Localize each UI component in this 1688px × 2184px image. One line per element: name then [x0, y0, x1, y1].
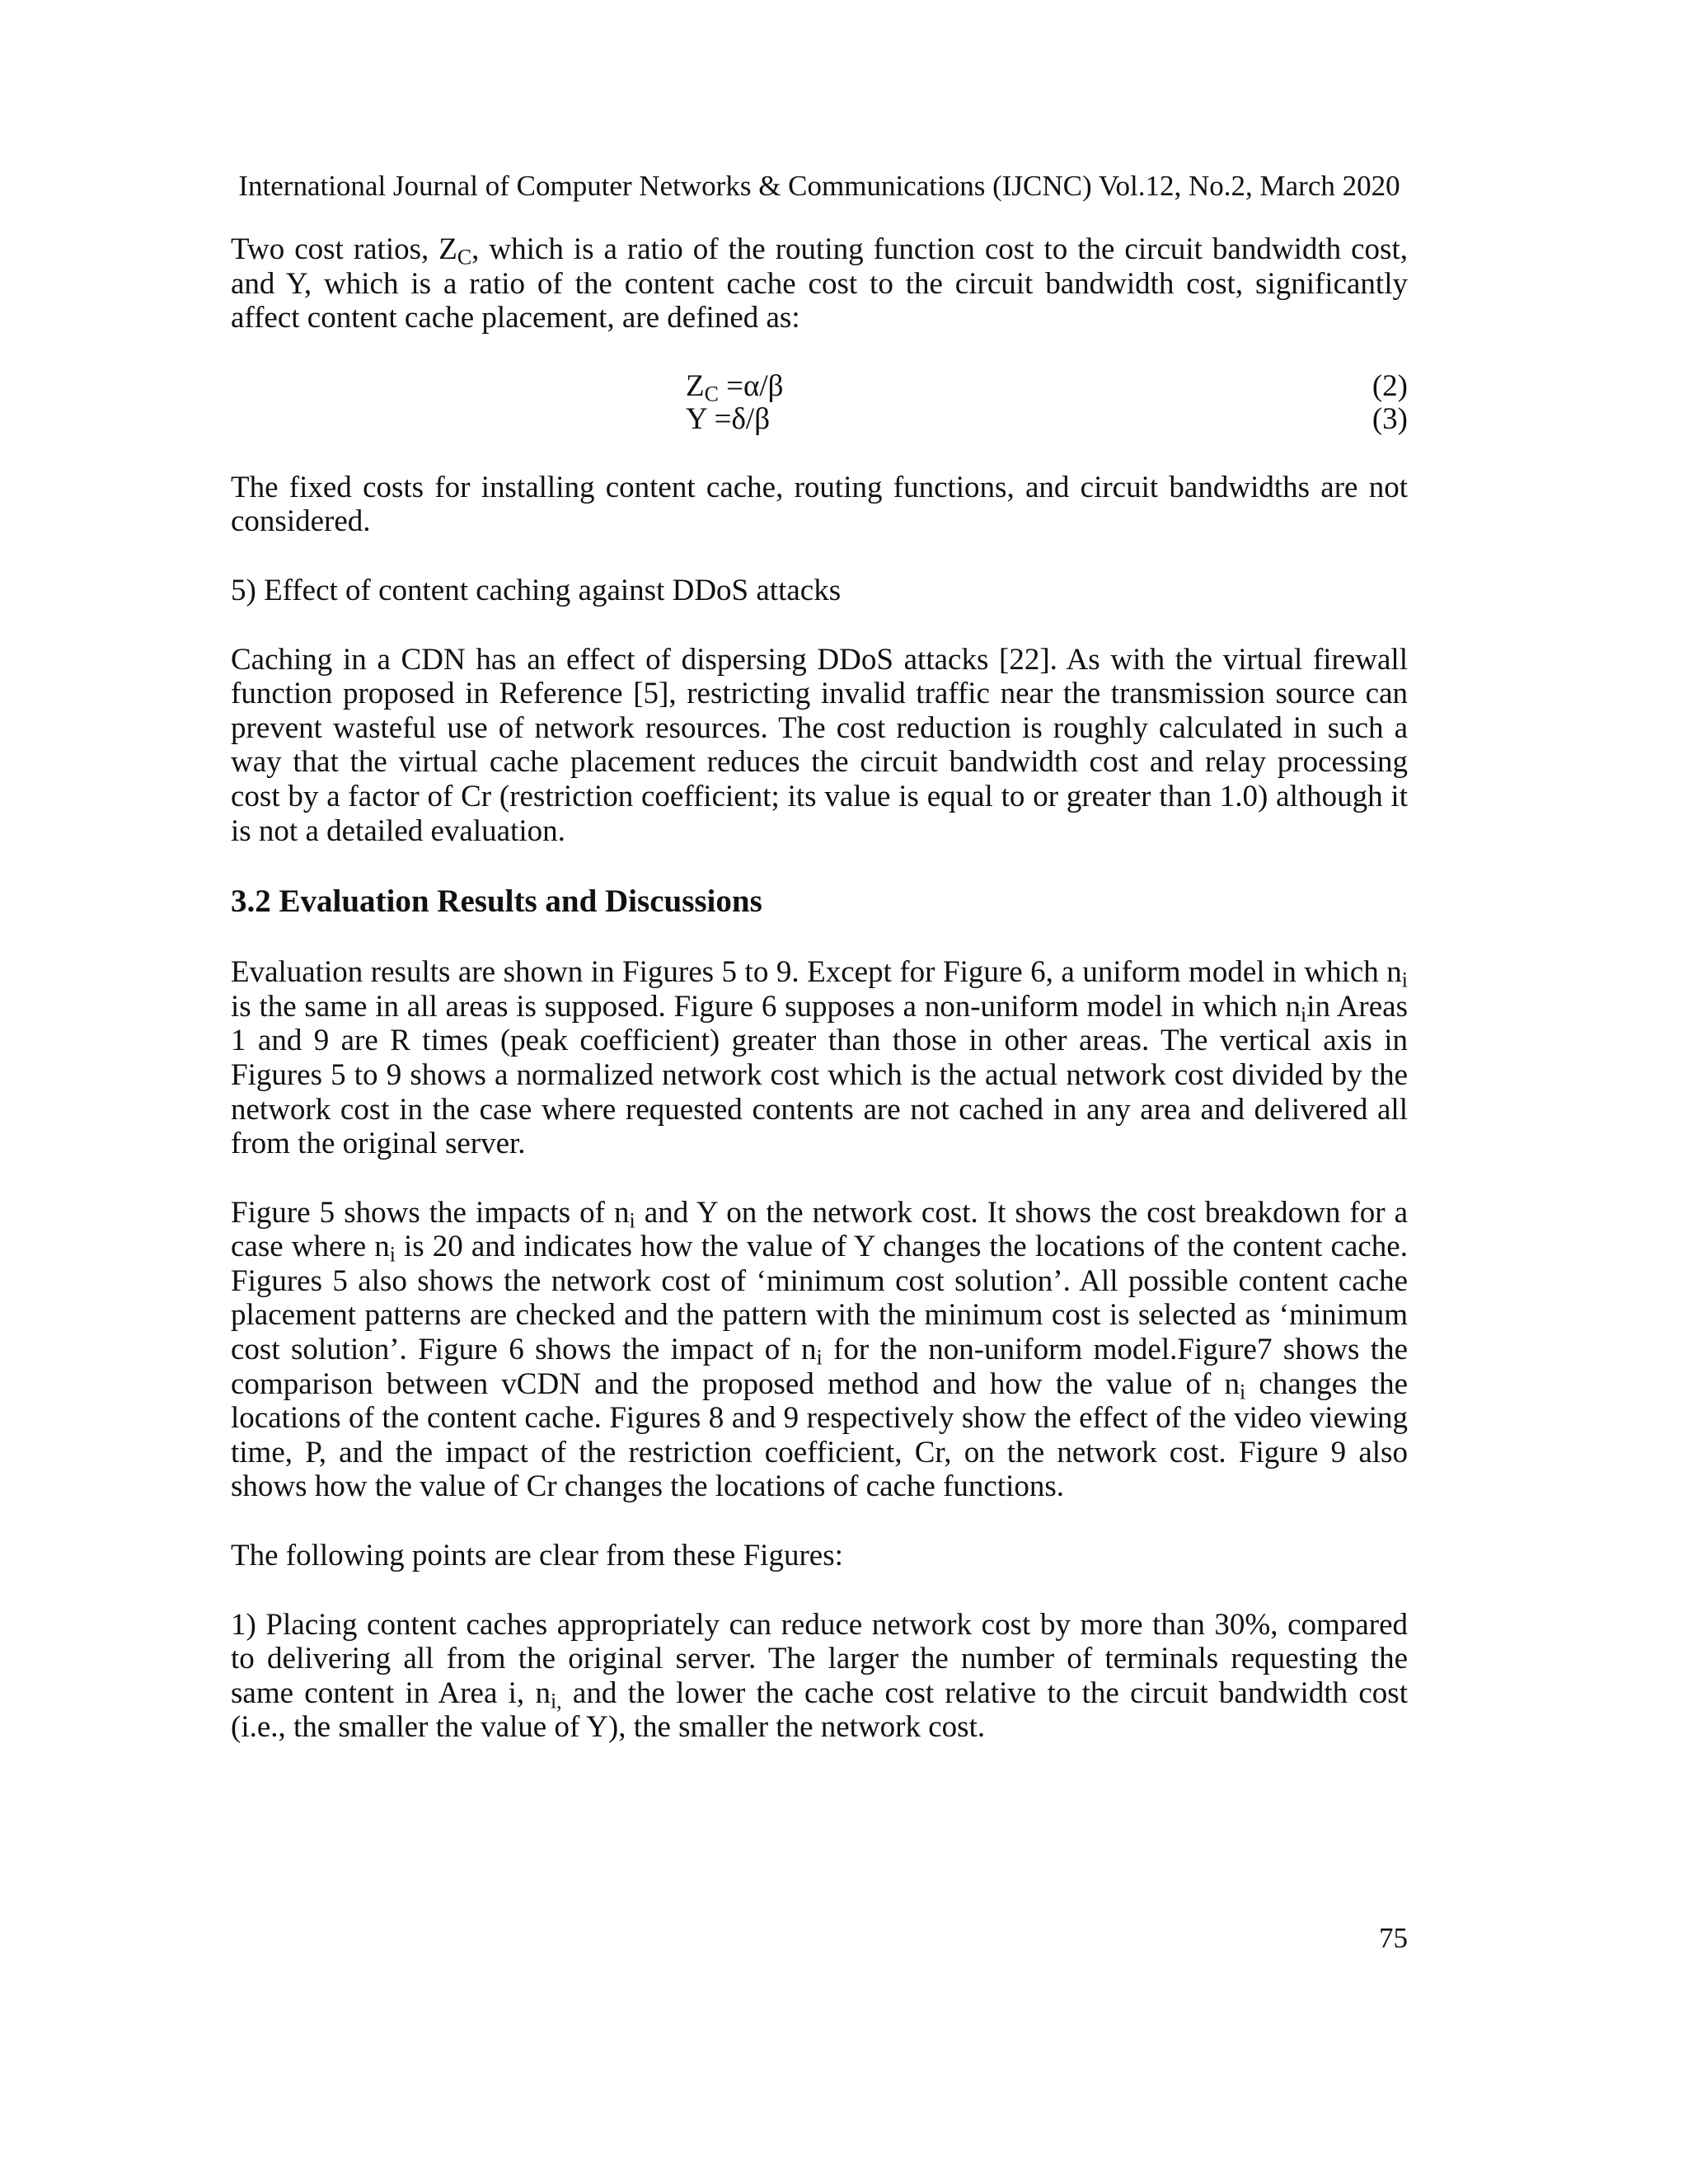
paragraph-cost-ratios — [231, 232, 1408, 335]
section-title: 3.2 Evaluation Results and Discussions — [231, 883, 762, 920]
equation-rhs: =δ/β — [706, 401, 771, 436]
text-run: Two cost ratios, Z — [231, 232, 457, 266]
paragraph-ddos: Caching in a CDN has an effect of dispersing DDoS attacks [22]. As with the virtual firewall function proposed in Reference [5], restricting invalid traffic near the transmission source can prevent wasteful use of network resources. The cost reduction is roughly calculated in such a way that the virtual cache placement reduces the circuit bandwidth cost and relay processing cost by a factor of Cr (restriction coefficient; its value is equal to or greater than 1.0) although it is not a detailed evaluation. — [231, 642, 1408, 848]
equation-block — [231, 370, 1408, 436]
body-text — [231, 232, 1408, 1779]
text-run: in Areas 1 and 9 are R times (peak coefficient) greater than those in other areas. The vertical axis in Figures 5 to 9 shows a normalized network cost which is the actual network cost divided by the network cost in the case where requested contents are not cached in any area and delivered all from the original server. — [231, 989, 1408, 1161]
text-run: changes the locations of the content cache. Figures 8 and 9 respectively show the effect of the video viewing time, P, and the impact of the restriction coefficient, Cr, on the network cost. Figure 9 also shows how the value of Cr changes the locations of cache functions. — [231, 1366, 1408, 1504]
equation-lhs: Y — [686, 401, 707, 436]
equation — [686, 368, 784, 406]
subscript: i — [1401, 968, 1408, 992]
equation-row — [231, 368, 1408, 406]
equation-lhs: Z — [686, 368, 705, 403]
paragraph-point-1 — [231, 1608, 1408, 1745]
text-run: , which is a ratio of the routing function cost to the circuit bandwidth cost, and Y, which is a ratio of the content cache cost to the circuit bandwidth cost, significantly affect content cache placement, are defined as: — [231, 232, 1408, 335]
paragraph-fixed-costs: The fixed costs for installing content cache, routing functions, and circuit bandwidths are not considered. — [231, 470, 1408, 539]
running-head: International Journal of Computer Networks & Communications (IJCNC) Vol.12, No.2, March 2020 — [238, 170, 1400, 202]
page-number: 75 — [1379, 1922, 1408, 1954]
text-run: for the non-uniform model.Figure7 shows the comparison between vCDN and the proposed method and how the value of n — [231, 1333, 1408, 1401]
subscript: i, — [550, 1689, 562, 1713]
paragraph-figure-descriptions — [231, 1196, 1408, 1504]
subscript: C — [704, 382, 719, 406]
text-run: and Y on the network cost. It shows the cost breakdown for a case where n — [231, 1195, 1408, 1264]
subscript: i — [1301, 1002, 1307, 1027]
subscript: i — [389, 1242, 396, 1267]
text-run: is 20 and indicates how the value of Y changes the locations of the content cache. Figures 5 also shows the network cost of ‘minimum cost solution’. All possible content cache placement patterns are checked and the pattern with the minimum cost is selected as ‘minimum cost solution’. Figure 6 shows the impact of n — [231, 1230, 1408, 1367]
subscript: i — [816, 1345, 823, 1370]
text-run: Evaluation results are shown in Figures 5 to 9. Except for Figure 6, a uniform model in which n — [231, 955, 1402, 990]
equation-rhs: =α/β — [718, 368, 784, 403]
subscript: i — [629, 1208, 635, 1233]
list-item-heading: 5) Effect of content caching against DDoS attacks — [231, 573, 842, 607]
text-run: and the lower the cache cost relative to the circuit bandwidth cost (i.e., the smaller the value of Y), the smaller the network cost. — [231, 1675, 1408, 1745]
equation — [686, 403, 770, 436]
subscript: i — [1240, 1380, 1246, 1404]
equation-row — [231, 403, 1408, 436]
text-run: 1) Placing content caches appropriately can reduce network cost by more than 30%, compared to delivering all from the original server. The larger the number of terminals requesting the same content in Area i, n — [231, 1607, 1408, 1710]
text-run: Figure 5 shows the impacts of n — [231, 1195, 630, 1230]
equation-number: (3) — [1372, 401, 1408, 436]
equation-number: (2) — [1372, 368, 1408, 403]
paragraph-points-intro: The following points are clear from these Figures: — [231, 1539, 843, 1573]
paragraph-evaluation-results — [231, 955, 1408, 1161]
text-run: is the same in all areas is supposed. Figure 6 supposes a non-uniform model in which n — [231, 989, 1301, 1024]
subscript: C — [457, 245, 472, 269]
